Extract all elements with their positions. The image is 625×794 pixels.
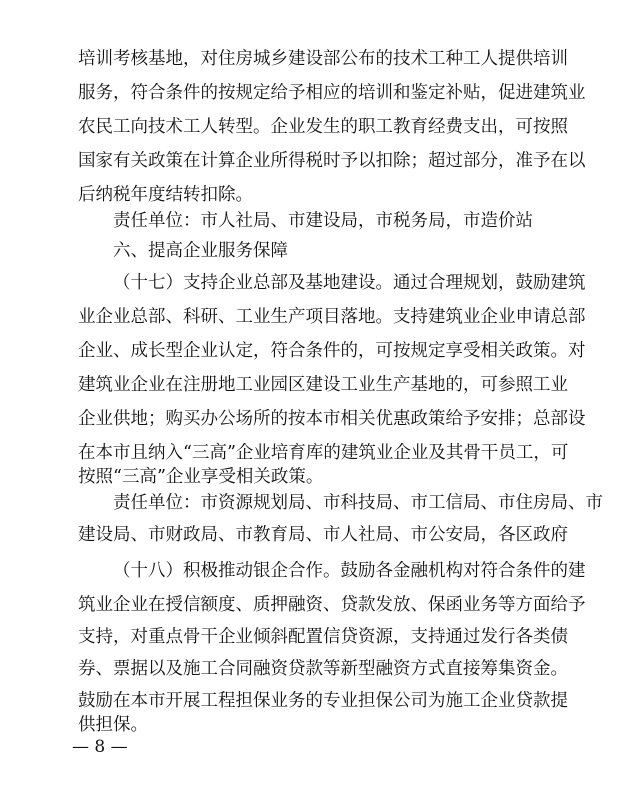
responsible-units-line: 责任单位：市人社局、市建设局，市税务局，市造价站 — [113, 211, 533, 231]
body-text-line: 建筑业企业在注册地工业园区建设工业生产基地的，可参照工业 — [78, 375, 568, 395]
body-text-line: 企业供地；购买办公场所的按本市相关优惠政策给予安排；总部设 — [78, 409, 586, 429]
clause-heading-line: （十七）支持企业总部及基地建设。通过合理规划，鼓励建筑 — [113, 273, 586, 293]
body-text-line: 服务，符合条件的按规定给予相应的培训和鉴定补贴，促进建筑业 — [78, 83, 586, 103]
body-text-line: 供担保。 — [78, 715, 148, 735]
page-number: — 8 — — [72, 737, 128, 757]
body-text-line: 业企业总部、科研、工业生产项目落地。支持建筑业企业申请总部 — [78, 307, 586, 327]
body-text-line: 企业、成长型企业认定，符合条件的，可按规定享受相关政策。对 — [78, 341, 586, 361]
body-text-line: 后纳税年度结转扣除。 — [78, 185, 253, 205]
section-heading: 六、提高企业服务保障 — [113, 241, 288, 261]
body-text-line: 培训考核基地，对住房城乡建设部公布的技术工种工人提供培训 — [78, 49, 568, 69]
responsible-units-line: 责任单位：市资源规划局、市科技局、市工信局、市住房局、市 — [113, 493, 603, 513]
body-text-line: 在本市且纳入“三高”企业培育库的建筑业企业及其骨干员工，可 — [78, 443, 569, 463]
body-text-line: 农民工向技术工人转型。企业发生的职工教育经费支出，可按照 — [78, 117, 568, 137]
body-text-line: 筑业企业在授信额度、质押融资、贷款发放、保函业务等方面给予 — [78, 595, 586, 615]
responsible-units-line: 建设局、市财政局、市教育局、市人社局、市公安局，各区政府 — [78, 525, 568, 545]
body-text-line: 按照“三高”企业享受相关政策。 — [78, 467, 324, 487]
clause-heading-line: （十八）积极推动银企合作。鼓励各金融机构对符合条件的建 — [113, 561, 586, 581]
body-text-line: 券、票据以及施工合同融资贷款等新型融资方式直接筹集资金。 — [78, 659, 568, 679]
body-text-line: 国家有关政策在计算企业所得税时予以扣除；超过部分，准予在以 — [78, 151, 586, 171]
body-text-line: 支持，对重点骨干企业倾斜配置信贷资源，支持通过发行各类债 — [78, 627, 568, 647]
body-text-line: 鼓励在本市开展工程担保业务的专业担保公司为施工企业贷款提 — [78, 691, 568, 711]
